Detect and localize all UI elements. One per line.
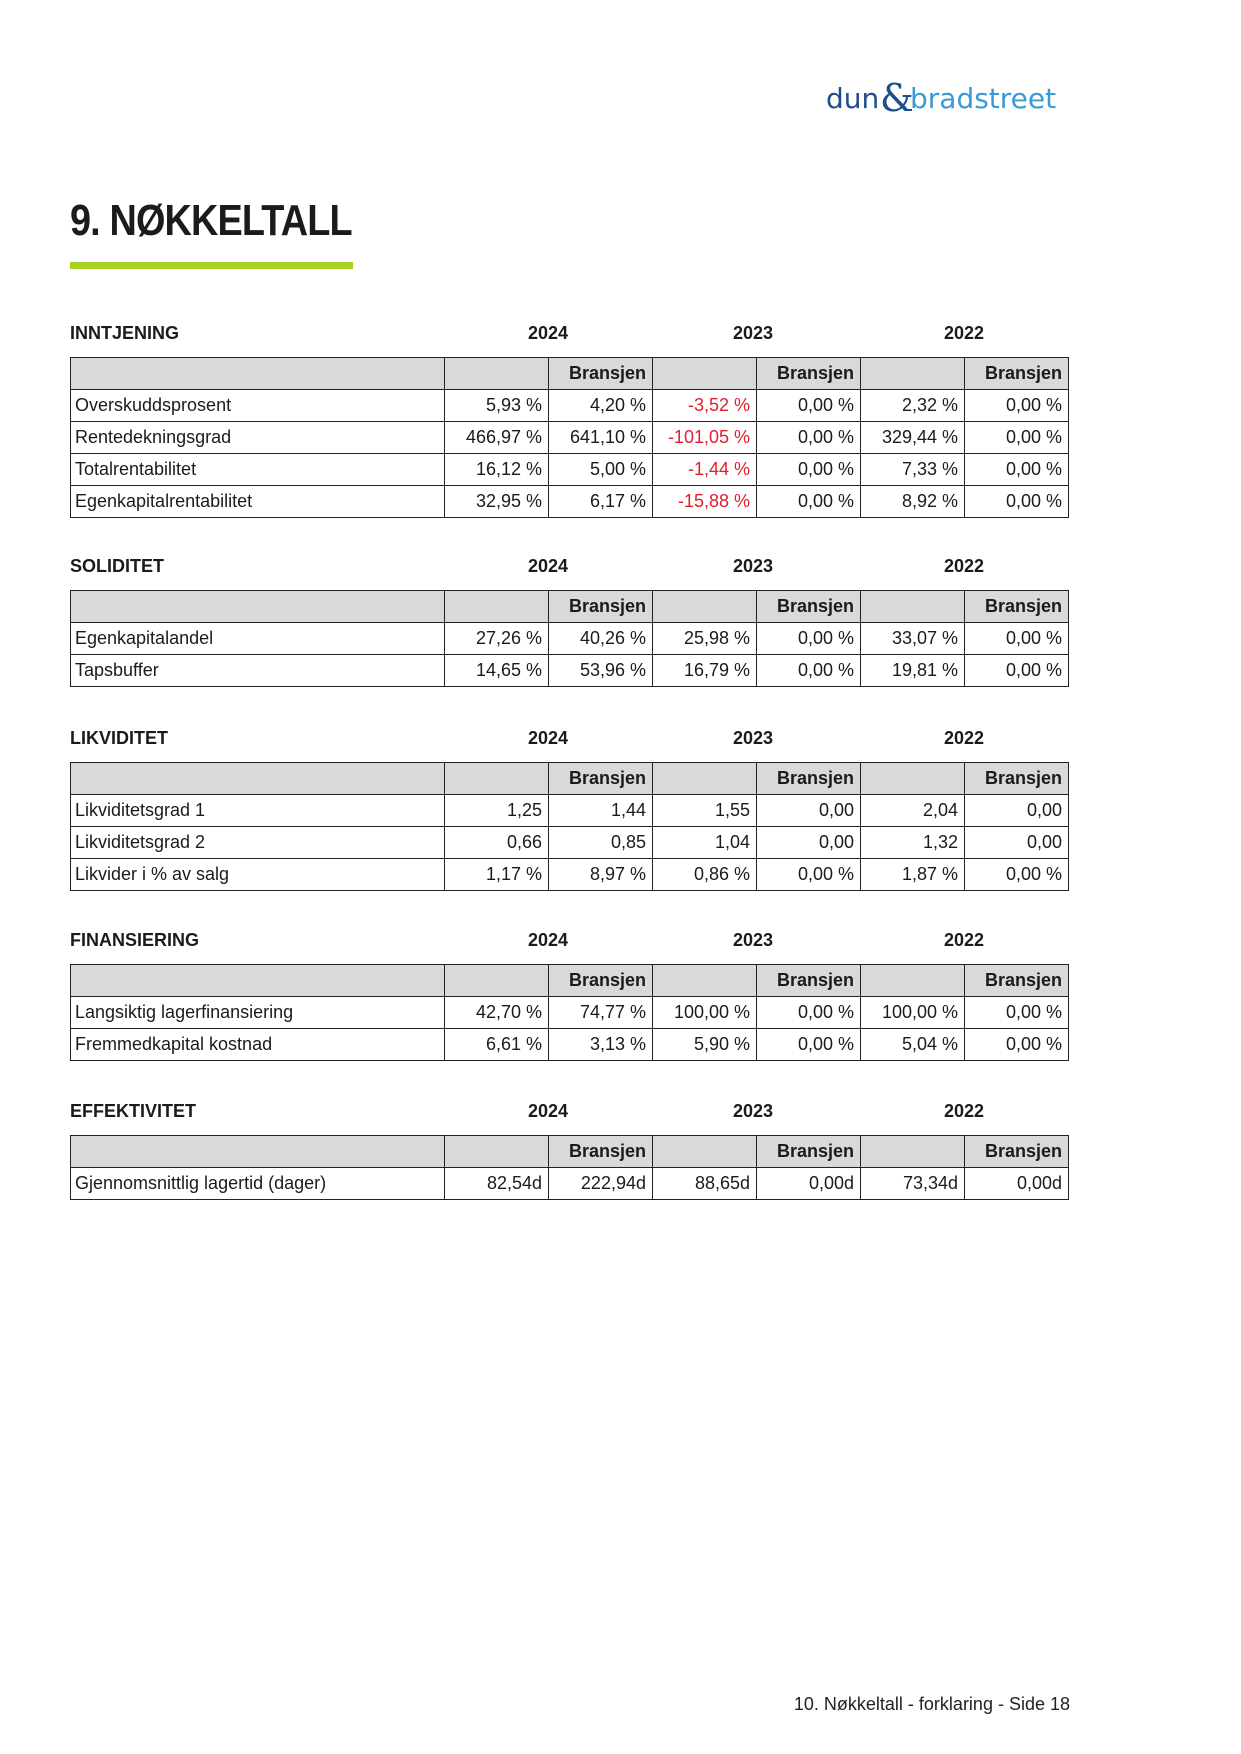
year-label: 2023: [733, 556, 774, 576]
value-cell-negative: -101,05 %: [653, 422, 757, 454]
value-cell: 27,26 %: [445, 623, 549, 655]
key-figures-table: [70, 964, 1069, 1061]
section-soliditet: [70, 556, 1070, 687]
header-cell-bransjen: Bransjen: [965, 763, 1069, 795]
row-label: Egenkapitalrentabilitet: [71, 486, 445, 518]
value-cell: 5,90 %: [653, 1029, 757, 1061]
value-cell: 0,00 %: [965, 623, 1069, 655]
section-title: SOLIDITET: [70, 556, 164, 576]
value-cell: 0,85: [549, 827, 653, 859]
header-cell-bransjen: Bransjen: [965, 965, 1069, 997]
section-title: LIKVIDITET: [70, 728, 168, 748]
value-cell: 0,00 %: [965, 655, 1069, 687]
value-cell: 5,93 %: [445, 390, 549, 422]
section-header: [70, 323, 1070, 357]
header-cell: [445, 763, 549, 795]
value-cell: 4,20 %: [549, 390, 653, 422]
value-cell: 0,00d: [757, 1168, 861, 1200]
table-row: [71, 390, 1069, 422]
table-row: [71, 454, 1069, 486]
year-label: 2024: [528, 1101, 569, 1121]
header-cell: [861, 591, 965, 623]
year-label: 2024: [528, 556, 569, 576]
section-likviditet: [70, 728, 1070, 891]
value-cell-negative: -1,44 %: [653, 454, 757, 486]
value-cell: 0,00d: [965, 1168, 1069, 1200]
section-header: [70, 930, 1070, 964]
value-cell: 5,00 %: [549, 454, 653, 486]
header-cell: [861, 358, 965, 390]
section-header: [70, 1101, 1070, 1135]
value-cell: 0,86 %: [653, 859, 757, 891]
table-header-row: [71, 965, 1069, 997]
section-title: EFFEKTIVITET: [70, 1101, 196, 1121]
year-label: 2023: [733, 1101, 774, 1121]
header-cell: [861, 1136, 965, 1168]
value-cell: 40,26 %: [549, 623, 653, 655]
header-cell: [71, 965, 445, 997]
value-cell: 1,25: [445, 795, 549, 827]
value-cell: 3,13 %: [549, 1029, 653, 1061]
header-cell: [71, 358, 445, 390]
value-cell: 33,07 %: [861, 623, 965, 655]
table-row: [71, 422, 1069, 454]
value-cell: 1,04: [653, 827, 757, 859]
table-row: [71, 1168, 1069, 1200]
row-label: Likviditetsgrad 2: [71, 827, 445, 859]
value-cell: 0,00 %: [965, 390, 1069, 422]
table-row: [71, 623, 1069, 655]
value-cell: 42,70 %: [445, 997, 549, 1029]
section-header: [70, 556, 1070, 590]
header-cell: [71, 763, 445, 795]
value-cell: 5,04 %: [861, 1029, 965, 1061]
section-title: FINANSIERING: [70, 930, 200, 950]
value-cell: 0,00 %: [965, 422, 1069, 454]
header-cell: [445, 358, 549, 390]
value-cell: 1,44: [549, 795, 653, 827]
title-accent-rule: [70, 262, 353, 269]
value-cell: 1,87 %: [861, 859, 965, 891]
value-cell: 641,10 %: [549, 422, 653, 454]
table-header-row: [71, 358, 1069, 390]
value-cell: 0,00 %: [965, 486, 1069, 518]
header-cell-bransjen: Bransjen: [757, 965, 861, 997]
header-cell: [861, 965, 965, 997]
logo-ampersand-icon: &: [880, 78, 914, 118]
section-inntjening: [70, 323, 1070, 518]
year-label: 2022: [944, 1101, 985, 1121]
header-cell: [653, 358, 757, 390]
header-cell: [861, 763, 965, 795]
section-header: [70, 728, 1070, 762]
value-cell: 100,00 %: [861, 997, 965, 1029]
row-label: Tapsbuffer: [71, 655, 445, 687]
header-cell-bransjen: Bransjen: [965, 358, 1069, 390]
table-row: [71, 1029, 1069, 1061]
value-cell: 0,00 %: [965, 859, 1069, 891]
table-row: [71, 795, 1069, 827]
value-cell: 6,17 %: [549, 486, 653, 518]
value-cell-negative: -3,52 %: [653, 390, 757, 422]
value-cell: 0,00 %: [757, 859, 861, 891]
table-header-row: [71, 763, 1069, 795]
value-cell: 32,95 %: [445, 486, 549, 518]
value-cell: 7,33 %: [861, 454, 965, 486]
value-cell: 0,00 %: [757, 623, 861, 655]
header-cell: [71, 1136, 445, 1168]
value-cell: 2,32 %: [861, 390, 965, 422]
value-cell: 100,00 %: [653, 997, 757, 1029]
header-cell: [653, 763, 757, 795]
header-cell-bransjen: Bransjen: [757, 763, 861, 795]
value-cell: 0,00 %: [965, 1029, 1069, 1061]
header-cell: [653, 1136, 757, 1168]
header-cell: [71, 591, 445, 623]
value-cell: 14,65 %: [445, 655, 549, 687]
value-cell-negative: -15,88 %: [653, 486, 757, 518]
value-cell: 0,66: [445, 827, 549, 859]
header-cell-bransjen: Bransjen: [965, 591, 1069, 623]
key-figures-table: [70, 590, 1069, 687]
value-cell: 16,79 %: [653, 655, 757, 687]
logo-text-dun: dun: [826, 82, 880, 115]
year-label: 2024: [528, 728, 569, 748]
key-figures-table: [70, 1135, 1069, 1200]
table-header-row: [71, 591, 1069, 623]
value-cell: 0,00 %: [757, 1029, 861, 1061]
row-label: Langsiktig lagerfinansiering: [71, 997, 445, 1029]
header-cell-bransjen: Bransjen: [757, 1136, 861, 1168]
row-label: Rentedekningsgrad: [71, 422, 445, 454]
year-label: 2022: [944, 930, 985, 950]
value-cell: 8,97 %: [549, 859, 653, 891]
value-cell: 16,12 %: [445, 454, 549, 486]
year-label: 2024: [528, 930, 569, 950]
header-cell-bransjen: Bransjen: [549, 965, 653, 997]
year-label: 2022: [944, 556, 985, 576]
key-figures-table: [70, 762, 1069, 891]
row-label: Overskuddsprosent: [71, 390, 445, 422]
value-cell: 8,92 %: [861, 486, 965, 518]
table-row: [71, 827, 1069, 859]
row-label: Egenkapitalandel: [71, 623, 445, 655]
value-cell: 2,04: [861, 795, 965, 827]
value-cell: 466,97 %: [445, 422, 549, 454]
value-cell: 0,00 %: [965, 454, 1069, 486]
table-header-row: [71, 1136, 1069, 1168]
value-cell: 0,00: [757, 795, 861, 827]
value-cell: 0,00 %: [965, 997, 1069, 1029]
header-cell-bransjen: Bransjen: [549, 591, 653, 623]
key-figures-table: [70, 357, 1069, 518]
year-label: 2022: [944, 323, 985, 343]
value-cell: 0,00 %: [757, 454, 861, 486]
dun-bradstreet-logo: [826, 78, 1066, 118]
value-cell: 0,00 %: [757, 390, 861, 422]
header-cell: [653, 591, 757, 623]
value-cell: 0,00 %: [757, 655, 861, 687]
section-title: INNTJENING: [70, 323, 180, 343]
value-cell: 53,96 %: [549, 655, 653, 687]
row-label: Fremmedkapital kostnad: [71, 1029, 445, 1061]
row-label: Likvider i % av salg: [71, 859, 445, 891]
value-cell: 6,61 %: [445, 1029, 549, 1061]
year-label: 2022: [944, 728, 985, 748]
row-label: Gjennomsnittlig lagertid (dager): [71, 1168, 445, 1200]
header-cell-bransjen: Bransjen: [757, 591, 861, 623]
page-title: 9. NØKKELTALL: [70, 196, 352, 245]
row-label: Totalrentabilitet: [71, 454, 445, 486]
year-label: 2023: [733, 728, 774, 748]
value-cell: 88,65d: [653, 1168, 757, 1200]
value-cell: 73,34d: [861, 1168, 965, 1200]
header-cell: [445, 965, 549, 997]
header-cell: [445, 1136, 549, 1168]
value-cell: 82,54d: [445, 1168, 549, 1200]
header-cell: [653, 965, 757, 997]
value-cell: 222,94d: [549, 1168, 653, 1200]
header-cell: [445, 591, 549, 623]
header-cell-bransjen: Bransjen: [549, 1136, 653, 1168]
logo-text-bradstreet: bradstreet: [910, 82, 1057, 115]
section-finansiering: [70, 930, 1070, 1061]
row-label: Likviditetsgrad 1: [71, 795, 445, 827]
value-cell: 0,00 %: [757, 486, 861, 518]
header-cell-bransjen: Bransjen: [549, 763, 653, 795]
header-cell-bransjen: Bransjen: [965, 1136, 1069, 1168]
header-cell-bransjen: Bransjen: [549, 358, 653, 390]
value-cell: 1,55: [653, 795, 757, 827]
value-cell: 0,00: [965, 827, 1069, 859]
table-row: [71, 997, 1069, 1029]
year-label: 2024: [528, 323, 569, 343]
value-cell: 1,17 %: [445, 859, 549, 891]
value-cell: 0,00: [757, 827, 861, 859]
year-label: 2023: [733, 323, 774, 343]
value-cell: 0,00 %: [757, 997, 861, 1029]
table-row: [71, 486, 1069, 518]
value-cell: 25,98 %: [653, 623, 757, 655]
value-cell: 0,00 %: [757, 422, 861, 454]
value-cell: 74,77 %: [549, 997, 653, 1029]
table-row: [71, 859, 1069, 891]
value-cell: 1,32: [861, 827, 965, 859]
table-row: [71, 655, 1069, 687]
page-footer: 10. Nøkkeltall - forklaring - Side 18: [793, 1694, 1070, 1714]
value-cell: 19,81 %: [861, 655, 965, 687]
year-label: 2023: [733, 930, 774, 950]
header-cell-bransjen: Bransjen: [757, 358, 861, 390]
value-cell: 329,44 %: [861, 422, 965, 454]
section-effektivitet: [70, 1101, 1070, 1200]
value-cell: 0,00: [965, 795, 1069, 827]
